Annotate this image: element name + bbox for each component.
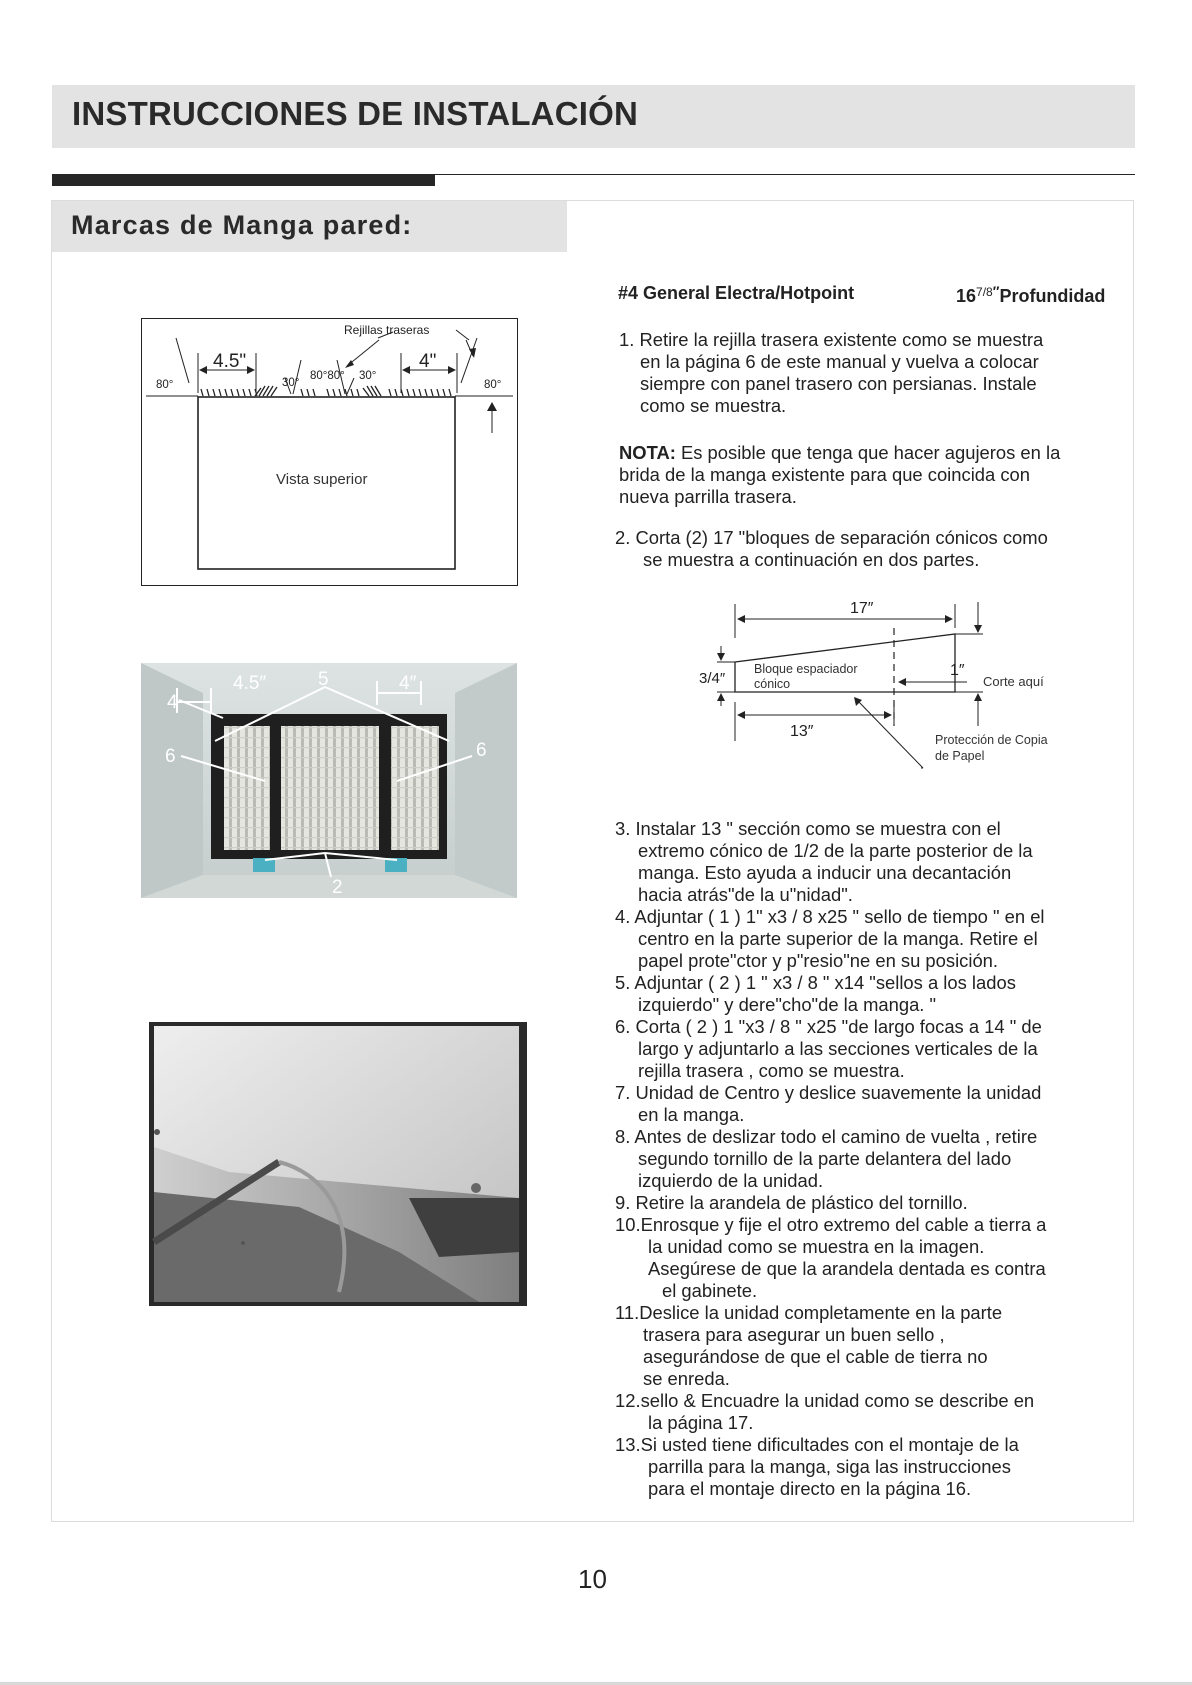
model-depth [956, 283, 1105, 307]
block-label-2: cónico [754, 677, 791, 691]
step-line: Asegúrese de que la arandela dentada es contra [648, 1258, 1046, 1279]
block-label-1: Bloque espaciador [754, 662, 858, 676]
step-line: 4. Adjuntar ( 1 ) 1" x3 / 8 x25 " sello de tiempo " en el [615, 906, 1045, 927]
left-80-label: 80° [156, 379, 174, 391]
louver-right [391, 726, 439, 850]
callout-6-right: 6 [476, 740, 487, 761]
paper-label-1: Protección de Copia [935, 733, 1048, 747]
note-line: brida de la manga existente para que coincida con [619, 464, 1030, 485]
step-line: asegurándose de que el cable de tierra no [643, 1346, 988, 1367]
note-label: NOTA: [619, 442, 676, 463]
step-line: 8. Antes de deslizar todo el camino de vuelta , retire [615, 1126, 1038, 1147]
depth-label: Profundidad [999, 286, 1106, 306]
step-1-line: siempre con panel trasero con persianas. Instale [640, 373, 1037, 394]
step-line: se enreda. [643, 1368, 730, 1389]
thin-end-label: 3/4″ [699, 670, 726, 687]
step-line: izquierdo de la unidad. [638, 1170, 824, 1191]
screw-right [471, 1183, 481, 1193]
louver-center [281, 726, 379, 850]
step-line: en la manga. [638, 1104, 745, 1125]
step-line: 5. Adjuntar ( 2 ) 1 " x3 / 8 " x14 "sellos a los lados [615, 972, 1016, 993]
step-line: para el montaje directo en la página 16. [648, 1478, 972, 1499]
step-line: 9. Retire la arandela de plástico del tornillo. [615, 1192, 968, 1213]
step-1-line: en la página 6 de este manual y vuelva a colocar [640, 351, 1039, 372]
step-line: parrilla para la manga, siga las instrucciones [648, 1456, 1011, 1477]
right-wall [455, 663, 517, 898]
inner-80-label: 80°80° [310, 370, 345, 382]
callout-5: 5 [318, 669, 329, 690]
step-1-line: como se muestra. [640, 395, 787, 416]
note-text: Es posible que tenga que hacer agujeros en la [675, 442, 1061, 463]
sleeve-floor [141, 875, 517, 898]
grille-photo [141, 663, 517, 898]
rear-grilles-label: Rejillas traseras [344, 323, 430, 337]
callout-6-left: 6 [165, 746, 176, 767]
callout-4: 4 [167, 692, 178, 713]
length-short-label: 13″ [790, 723, 814, 740]
page-number: 10 [578, 1564, 607, 1594]
ground-cable-photo [149, 1022, 527, 1306]
step-line: largo y adjuntarlo a las secciones verticales de la [638, 1038, 1038, 1059]
step-line: 12.sello & Encuadre la unidad como se describe en [615, 1390, 1035, 1411]
screw-small [241, 1241, 245, 1245]
louver-left [224, 726, 270, 850]
header-rule-thick [52, 174, 435, 186]
page-title: INSTRUCCIONES DE INSTALACIÓN [72, 95, 639, 132]
photo-dim-left: 4.5″ [233, 673, 267, 694]
depth-fraction: 7/8 [976, 285, 993, 299]
left-30-label: 30° [282, 377, 300, 389]
model-name: #4 General Electra/Hotpoint [618, 283, 855, 303]
step-2-line: se muestra a continuación en dos partes. [643, 549, 980, 570]
note-line: nueva parrilla trasera. [619, 486, 797, 507]
callout-2: 2 [332, 877, 343, 898]
top-view-label: Vista superior [276, 471, 368, 488]
length-long-label: 17″ [850, 600, 874, 617]
model-heading [618, 283, 1138, 307]
step-line: extremo cónico de 1/2 de la parte posterior de la [638, 840, 1033, 861]
spacer-block-diagram [695, 596, 1095, 772]
step-line: manga. Esto ayuda a inducir una decantación [638, 862, 1012, 883]
paper-label-2: de Papel [935, 749, 985, 763]
step-line: el gabinete. [662, 1280, 758, 1301]
step-line: rejilla trasera , como se muestra. [638, 1060, 905, 1081]
depth-whole: 16 [956, 286, 977, 306]
left-width-label: 4.5" [213, 351, 247, 372]
cut-label: Corte aquí [983, 674, 1044, 689]
step-line: centro en la parte superior de la manga. Retire el [638, 928, 1038, 949]
header-rule-thin [435, 174, 1135, 175]
step-line: la unidad como se muestra en la imagen. [648, 1236, 985, 1257]
note-line [619, 442, 1060, 464]
step-line: la página 17. [648, 1412, 754, 1433]
step-line: 7. Unidad de Centro y deslice suavemente la unidad [615, 1082, 1042, 1103]
step-line: 3. Instalar 13 " sección como se muestra con el [615, 818, 1001, 839]
step-line: 13.Si usted tiene dificultades con el montaje de la [615, 1434, 1019, 1455]
step-line: izquierdo" y dere"cho"de la manga. " [638, 994, 937, 1015]
step-line: 6. Corta ( 2 ) 1 "x3 / 8 " x25 "de largo focas a 14 " de [615, 1016, 1042, 1037]
right-width-label: 4" [419, 351, 437, 372]
step-line: 11.Deslice la unidad completamente en la parte [615, 1302, 1003, 1323]
step-line: trasera para asegurar un buen sello , [643, 1324, 945, 1345]
right-30-label: 30° [359, 370, 377, 382]
screw-left [154, 1129, 160, 1135]
step-line: segundo tornillo de la parte delantera del lado [638, 1148, 1012, 1169]
step-line: hacia atrás"de la u"nidad". [638, 884, 853, 905]
step-line: 10.Enrosque y fije el otro extremo del cable a tierra a [615, 1214, 1047, 1235]
step-1-line: 1. Retire la rejilla trasera existente como se muestra [619, 329, 1044, 350]
right-80-label: 80° [484, 379, 502, 391]
thick-end-label: 1″ [950, 662, 965, 679]
section-title: Marcas de Manga pared: [71, 210, 413, 240]
top-view-diagram [141, 318, 518, 586]
step-2-line: 2. Corta (2) 17 "bloques de separación cónicos como [615, 527, 1048, 548]
photo-dim-right: 4″ [399, 673, 417, 694]
depth-unit: ″ [992, 283, 1000, 299]
step-line: papel prote"ctor y p"resio"ne en su posición. [638, 950, 999, 971]
